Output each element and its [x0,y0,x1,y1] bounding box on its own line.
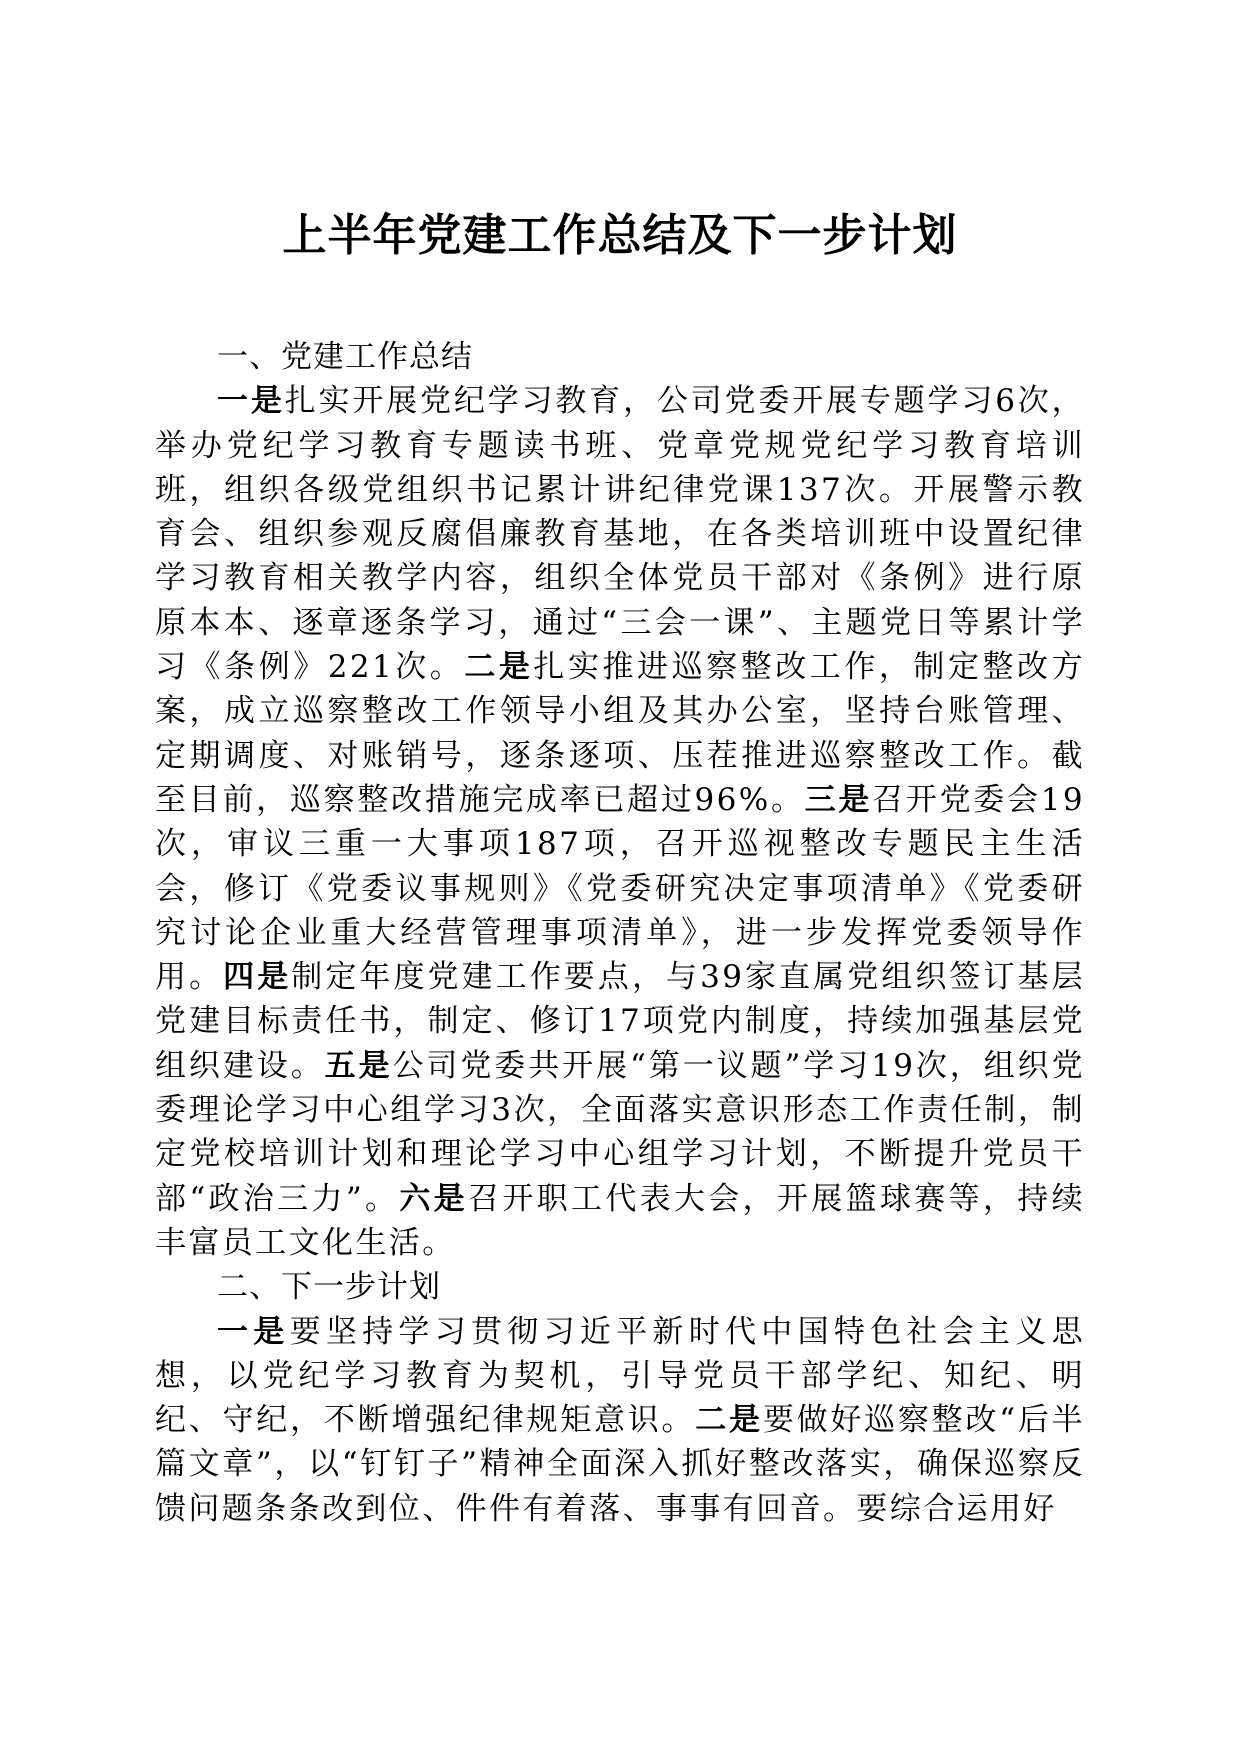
page-title: 上半年党建工作总结及下一步计划 [282,210,958,261]
item-text: 扎实开展党纪学习教育，公司党委开展专题学习6次，举办党纪学习教育专题读书班、党章党规党纪学习教育培训班，组织各级党组织书记累计讲纪律党课137次。开展警示教育会、组织参观反腐倡廉教育基地，在各类培训班中设置纪律学习教育相关教学内容，组织全体党员干部对《条例》进行原原本本、逐章逐条学习，通过“三会一课”、主题党日等累计学习《条例》221次。 [155,383,1085,686]
item-lead: 六是 [399,1180,468,1217]
item-lead: 一是 [217,383,285,420]
section-heading-summary: 一、党建工作总结 [217,339,473,375]
item-lead: 四是 [223,959,292,996]
item-lead: 二是 [695,1402,763,1439]
item-lead: 一是 [217,1313,290,1350]
item-text: 公司党委共开展“第一议题”学习19次，组织党委理论学习中心组学习3次，全面落实意识形态工作责任制，制定党校培训计划和理论学习中心组学习计划，不断提升党员干部“政治三力”。 [155,1047,1085,1217]
item-lead: 五是 [324,1047,393,1084]
section-paragraph-summary [155,379,1085,1265]
item-text: 制定年度党建工作要点，与39家直属党组织签订基层党建目标责任书，制定、修订17项党内制度，持续加强基层党组织建设。 [155,959,1085,1084]
item-text: 要做好巡察整改“后半篇文章”，以“钉钉子”精神全面深入抓好整改落实，确保巡察反馈问题条条改到位、件件有着落、事事有回音。要综合运用好 [155,1402,1085,1527]
item-lead: 三是 [804,781,873,818]
document-body [155,335,1085,1531]
section-paragraph-plan [155,1310,1085,1531]
section-heading-plan: 二、下一步计划 [217,1269,441,1306]
item-text: 扎实推进巡察整改工作，制定整改方案，成立巡察整改工作领导小组及其办公室，坚持台账管理、定期调度、对账销号，逐条逐项、压茬推进巡察整改工作。截至目前，巡察整改措施完成率已超过96%。 [155,649,1085,818]
item-text: 召开党委会19次，审议三重一大事项187项，召开巡视整改专题民主生活会，修订《党委议事规则》《党委研究决定事项清单》《党委研究讨论企业重大经营管理事项清单》，进一步发挥党委领导作用。 [155,781,1085,996]
item-lead: 二是 [464,649,534,686]
item-text: 召开职工代表大会，开展篮球赛等，持续丰富员工文化生活。 [155,1180,1085,1261]
item-text: 要坚持学习贯彻习近平新时代中国特色社会主义思想，以党纪学习教育为契机，引导党员干部学纪、知纪、明纪、守纪，不断增强纪律规矩意识。 [155,1313,1085,1439]
